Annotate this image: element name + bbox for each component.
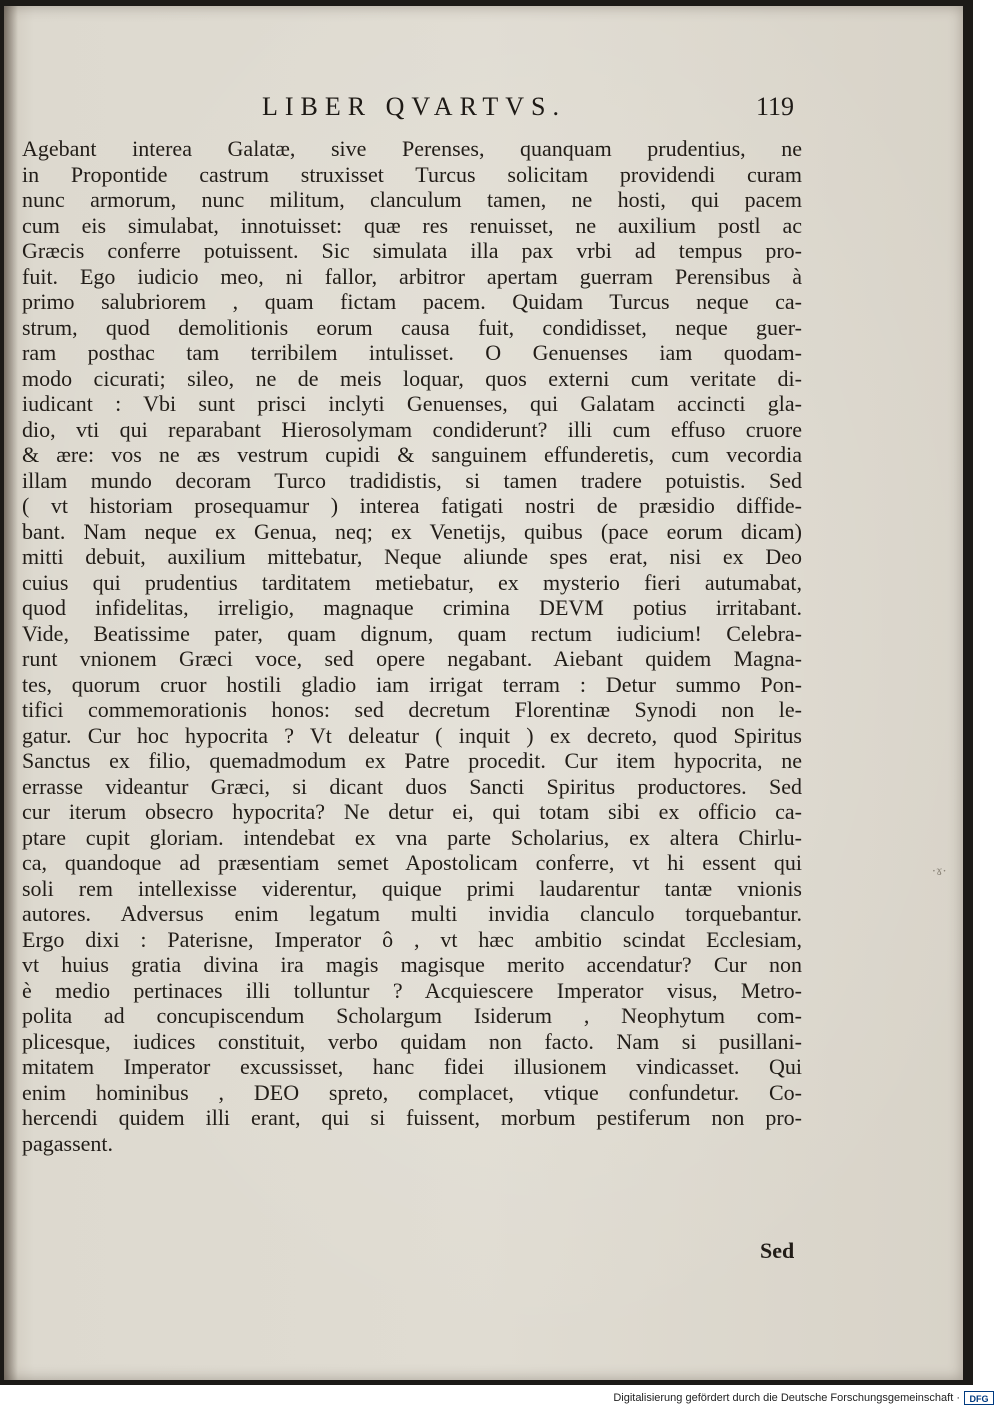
page-number: 119 [756,92,795,121]
text-line: errasse videantur Græci, si dicant duos Sancti Spiritus productores. Sed [22,773,802,799]
text-line: hercendi quidem illi erant, qui si fuissent, morbum pestiferum non pro- [22,1105,802,1130]
text-line: plicesque, iudices constituit, verbo quidam non facto. Nam si pusillani- [22,1028,802,1054]
gutter-shadow [4,6,18,1380]
text-line: in Propontide castrum struxisset Turcus solicitam providendi curam [22,161,802,187]
text-line: cuius qui prudentius tarditatem metiebatur, ex mysterio fieri autumabat, [22,569,802,595]
text-line: strum, quod demolitionis eorum causa fuit, condidisset, neque guer- [22,314,802,340]
book-page [4,6,963,1380]
text-line: nunc armorum, nunc militum, clanculum tamen, ne hosti, qui pacem [22,187,802,212]
text-line: vt huius gratia divina ira magis magisque merito accendatur? Cur non [22,952,802,977]
margin-mark: ·ɤ· [932,864,947,878]
text-line: mitatem Imperator excussisset, hanc fidei illusionem vindicasset. Qui [22,1054,802,1079]
running-head: LIBER QVARTVS. [262,92,566,121]
text-line: ram posthac tam terribilem intulisset. O Genuenses iam quodam- [22,340,802,365]
text-line: soli rem intellexisse viderentur, quique primi laudarentur tantæ vnionis [22,875,802,901]
text-line: primo salubriorem , quam fictam pacem. Quidam Turcus neque ca- [22,289,802,314]
text-line: mitti debuit, auxilium mittebatur, Neque aliunde spes erat, nisi ex Deo [22,544,802,569]
text-line: Sanctus ex filio, quemadmodum ex Patre procedit. Cur item hypocrita, ne [22,748,802,773]
text-line: tifici commemorationis honos: sed decretum Florentinæ Synodi non le- [22,697,802,722]
text-line: fuit. Ego iudicio meo, ni fallor, arbitror apertam guerram Perensibus à [22,263,802,289]
text-line: autores. Adversus enim legatum multi invidia clanculo torquebantur. [22,901,802,926]
text-line: illam mundo decoram Turco tradidistis, si tamen tradere potuistis. Sed [22,467,802,493]
catchword: Sed [760,1238,795,1263]
body-text [22,136,802,1156]
text-line: quod infidelitas, irreligio, magnaque crimina DEVM potius irritabant. [22,595,802,620]
text-line: ca, quandoque ad præsentiam semet Apostolicam conferre, vt hi essent qui [22,850,802,875]
text-line: ptare cupit gloriam. intendebat ex vna parte Scholarius, ex altera Chirlu- [22,824,802,850]
text-line: cur iterum obsecro hypocrita? Ne detur ei, qui totam sibi ex officio ca- [22,799,802,824]
footer-bar [0,1390,1000,1408]
text-line: tes, quorum cruor hostili gladio iam irrigat terram : Detur summo Pon- [22,671,802,697]
funding-notice: Digitalisierung gefördert durch die Deutsche Forschungsgemeinschaft · [613,1392,960,1404]
text-line: Græcis conferre potuissent. Sic simulata illa pax vrbi ad tempus pro- [22,238,802,263]
text-line: Ergo dixi : Paterisne, Imperator ô , vt hæc ambitio scindat Ecclesiam, [22,926,802,952]
text-line: Agebant interea Galatæ, sive Perenses, quanquam prudentius, ne [22,136,802,161]
text-line: modo cicurati; sileo, ne de meis loquar, quos externi cum veritate di- [22,365,802,391]
text-line: cum eis simulabat, innotuisset: quæ res renuisset, ne auxilium postl ac [22,212,802,238]
text-line: iudicant : Vbi sunt prisci inclyti Genuenses, qui Galatam accincti gla- [22,391,802,416]
text-line: è medio pertinaces illi tolluntur ? Acquiescere Imperator visus, Metro- [22,977,802,1003]
text-line: Vide, Beatissime pater, quam dignum, quam rectum iudicium! Celebra- [22,620,802,646]
text-line: enim hominibus , DEO spreto, complacet, vtique confundetur. Co- [22,1079,802,1105]
text-line: ( vt historiam prosequamur ) interea fatigati nostri de præsidio diffide- [22,493,802,518]
text-line: polita ad concupiscendum Scholargum Isiderum , Neophytum com- [22,1003,802,1028]
dfg-logo: DFG [964,1391,994,1405]
text-line: gatur. Cur hoc hypocrita ? Vt deleatur ( inquit ) ex decreto, quod Spiritus [22,722,802,748]
text-line: & ære: vos ne æs vestrum cupidi & sanguinem effunderetis, cum vecordia [22,442,802,467]
text-line: runt vnionem Græci voce, sed opere negabant. Aiebant quidem Magna- [22,646,802,671]
text-line: dio, vti qui reparabant Hierosolymam condiderunt? illi cum effuso cruore [22,416,802,442]
text-line: pagassent. [22,1130,114,1156]
text-line: bant. Nam neque ex Genua, neq; ex Venetijs, quibus (pace eorum dicam) [22,518,802,544]
